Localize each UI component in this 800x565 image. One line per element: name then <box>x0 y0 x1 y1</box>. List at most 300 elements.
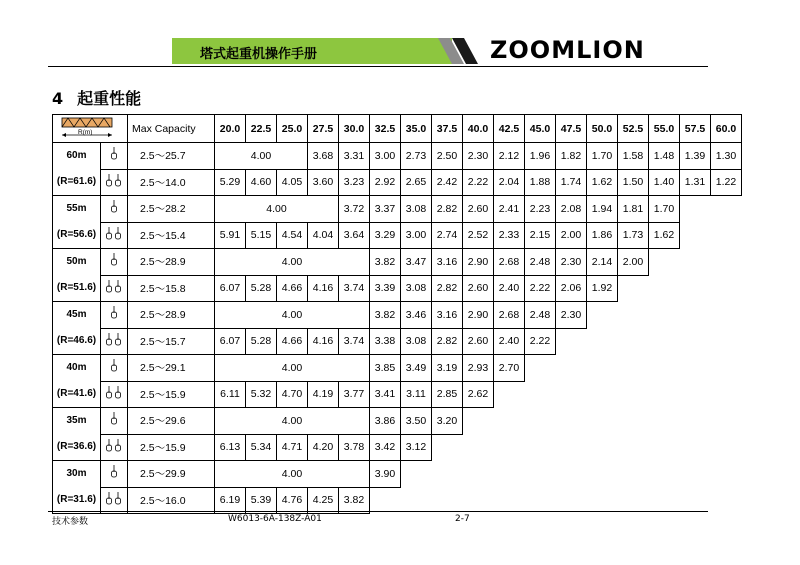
jib-length-cell <box>53 408 101 461</box>
capacity-cell: 2.93 <box>463 355 494 382</box>
empty-cell <box>525 355 556 382</box>
jib-length-cell <box>53 143 101 196</box>
empty-cell <box>494 461 525 488</box>
capacity-cell: 1.81 <box>618 196 649 223</box>
empty-cell <box>680 381 711 408</box>
capacity-cell: 1.30 <box>711 143 742 170</box>
max-capacity-range: 2.5～15.7 <box>128 328 215 355</box>
max-capacity-range: 2.5～28.9 <box>128 249 215 276</box>
capacity-cell: 6.07 <box>215 275 246 302</box>
empty-cell <box>401 461 432 488</box>
capacity-cell: 2.82 <box>432 328 463 355</box>
empty-cell <box>525 381 556 408</box>
capacity-span-cell: 4.00 <box>215 408 370 435</box>
capacity-cell: 1.82 <box>556 143 587 170</box>
radius-header-cell: 60.0 <box>711 115 742 143</box>
capacity-cell: 1.39 <box>680 143 711 170</box>
capacity-cell: 3.86 <box>370 408 401 435</box>
empty-cell <box>649 328 680 355</box>
empty-cell <box>494 408 525 435</box>
capacity-cell: 2.68 <box>494 249 525 276</box>
radius-header-cell: 22.5 <box>246 115 277 143</box>
single-hook-icon <box>101 408 128 435</box>
capacity-cell: 1.94 <box>587 196 618 223</box>
empty-cell <box>556 434 587 461</box>
capacity-cell: 3.50 <box>401 408 432 435</box>
capacity-cell: 4.25 <box>308 487 339 514</box>
capacity-cell: 3.16 <box>432 249 463 276</box>
capacity-cell: 2.85 <box>432 381 463 408</box>
radius-header-cell: 35.0 <box>401 115 432 143</box>
empty-cell <box>711 275 742 302</box>
empty-cell <box>587 408 618 435</box>
empty-cell <box>587 355 618 382</box>
capacity-cell: 2.82 <box>432 275 463 302</box>
capacity-cell: 1.70 <box>587 143 618 170</box>
empty-cell <box>680 249 711 276</box>
empty-cell <box>618 381 649 408</box>
capacity-cell: 2.73 <box>401 143 432 170</box>
table-row <box>53 434 742 461</box>
radius-header-cell: 37.5 <box>432 115 463 143</box>
capacity-cell: 1.40 <box>649 169 680 196</box>
empty-cell <box>649 381 680 408</box>
empty-cell <box>463 487 494 514</box>
capacity-cell: 3.29 <box>370 222 401 249</box>
radius-header-cell: 52.5 <box>618 115 649 143</box>
capacity-span-cell: 4.00 <box>215 143 308 170</box>
jib-length: 55m <box>66 203 87 214</box>
capacity-cell: 3.47 <box>401 249 432 276</box>
capacity-cell: 4.66 <box>277 328 308 355</box>
empty-cell <box>587 328 618 355</box>
capacity-cell: 3.68 <box>308 143 339 170</box>
capacity-cell: 3.08 <box>401 275 432 302</box>
max-capacity-range: 2.5～29.6 <box>128 408 215 435</box>
footer-left: 技术参数 <box>52 517 89 527</box>
capacity-cell: 4.05 <box>277 169 308 196</box>
capacity-cell: 1.74 <box>556 169 587 196</box>
double-hook-icon <box>101 487 128 514</box>
capacity-cell: 4.71 <box>277 434 308 461</box>
capacity-cell: 2.06 <box>556 275 587 302</box>
empty-cell <box>711 249 742 276</box>
empty-cell <box>525 408 556 435</box>
capacity-cell: 1.22 <box>711 169 742 196</box>
capacity-cell: 3.74 <box>339 275 370 302</box>
capacity-cell: 4.76 <box>277 487 308 514</box>
capacity-cell: 4.16 <box>308 328 339 355</box>
jib-diagram-icon <box>54 115 127 139</box>
radius-header-cell: 47.5 <box>556 115 587 143</box>
max-capacity-range: 2.5～28.2 <box>128 196 215 223</box>
capacity-cell: 4.04 <box>308 222 339 249</box>
empty-cell <box>618 328 649 355</box>
empty-cell <box>432 487 463 514</box>
capacity-cell: 1.62 <box>587 169 618 196</box>
jib-length: 30m <box>66 468 87 479</box>
capacity-cell: 2.48 <box>525 249 556 276</box>
capacity-cell: 2.04 <box>494 169 525 196</box>
capacity-cell: 3.41 <box>370 381 401 408</box>
capacity-cell: 3.42 <box>370 434 401 461</box>
jib-radius: (R=46.6) <box>56 335 97 346</box>
capacity-cell: 3.08 <box>401 328 432 355</box>
single-hook-icon <box>101 461 128 488</box>
capacity-cell: 3.00 <box>401 222 432 249</box>
empty-cell <box>463 408 494 435</box>
empty-cell <box>556 355 587 382</box>
table-row <box>53 196 742 223</box>
capacity-cell: 2.41 <box>494 196 525 223</box>
capacity-cell: 2.08 <box>556 196 587 223</box>
table-row <box>53 169 742 196</box>
capacity-cell: 2.30 <box>463 143 494 170</box>
jib-length: 45m <box>66 309 87 320</box>
capacity-cell: 1.31 <box>680 169 711 196</box>
header-rule <box>48 66 708 67</box>
empty-cell <box>649 355 680 382</box>
capacity-cell: 3.82 <box>370 302 401 329</box>
brand-stripes-icon <box>438 38 488 64</box>
boom-diagram-cell <box>53 115 128 143</box>
empty-cell <box>463 461 494 488</box>
empty-cell <box>649 302 680 329</box>
table-row <box>53 222 742 249</box>
capacity-span-cell: 4.00 <box>215 355 370 382</box>
capacity-cell: 2.52 <box>463 222 494 249</box>
empty-cell <box>618 434 649 461</box>
radius-header-cell: 57.5 <box>680 115 711 143</box>
empty-cell <box>711 328 742 355</box>
radius-corner-label: R(m) <box>77 129 92 136</box>
lifting-capacity-table <box>52 114 742 514</box>
empty-cell <box>587 302 618 329</box>
capacity-cell: 5.15 <box>246 222 277 249</box>
capacity-cell: 5.34 <box>246 434 277 461</box>
empty-cell <box>680 196 711 223</box>
capacity-cell: 2.48 <box>525 302 556 329</box>
empty-cell <box>432 461 463 488</box>
empty-cell <box>525 487 556 514</box>
radius-header-cell: 40.0 <box>463 115 494 143</box>
capacity-cell: 2.90 <box>463 249 494 276</box>
max-capacity-header: Max Capacity <box>128 115 215 143</box>
capacity-cell: 6.19 <box>215 487 246 514</box>
capacity-cell: 2.60 <box>463 328 494 355</box>
jib-radius: (R=41.6) <box>56 388 97 399</box>
capacity-cell: 1.58 <box>618 143 649 170</box>
empty-cell <box>649 461 680 488</box>
empty-cell <box>556 381 587 408</box>
capacity-cell: 5.28 <box>246 328 277 355</box>
empty-cell <box>618 355 649 382</box>
jib-length: 40m <box>66 362 87 373</box>
capacity-cell: 2.90 <box>463 302 494 329</box>
capacity-cell: 2.22 <box>525 328 556 355</box>
single-hook-icon <box>101 196 128 223</box>
capacity-cell: 3.12 <box>401 434 432 461</box>
capacity-cell: 3.16 <box>432 302 463 329</box>
capacity-cell: 2.60 <box>463 196 494 223</box>
capacity-cell: 3.77 <box>339 381 370 408</box>
empty-cell <box>649 434 680 461</box>
capacity-cell: 2.50 <box>432 143 463 170</box>
section-heading <box>52 86 155 109</box>
capacity-cell: 2.40 <box>494 328 525 355</box>
jib-radius: (R=61.6) <box>56 176 97 187</box>
capacity-cell: 3.85 <box>370 355 401 382</box>
capacity-cell: 3.08 <box>401 196 432 223</box>
empty-cell <box>680 328 711 355</box>
capacity-cell: 4.70 <box>277 381 308 408</box>
capacity-cell: 1.96 <box>525 143 556 170</box>
double-hook-icon <box>101 275 128 302</box>
capacity-cell: 5.29 <box>215 169 246 196</box>
empty-cell <box>680 355 711 382</box>
capacity-cell: 3.90 <box>370 461 401 488</box>
empty-cell <box>525 461 556 488</box>
section-number: 4 <box>52 89 64 108</box>
max-capacity-range: 2.5～15.9 <box>128 434 215 461</box>
capacity-cell: 1.92 <box>587 275 618 302</box>
empty-cell <box>680 461 711 488</box>
capacity-cell: 2.22 <box>525 275 556 302</box>
jib-length-cell <box>53 302 101 355</box>
empty-cell <box>711 408 742 435</box>
double-hook-icon <box>101 381 128 408</box>
jib-length-cell <box>53 196 101 249</box>
max-capacity-range: 2.5～15.8 <box>128 275 215 302</box>
max-capacity-range: 2.5～28.9 <box>128 302 215 329</box>
page-header <box>0 0 800 70</box>
capacity-cell: 2.00 <box>618 249 649 276</box>
empty-cell <box>525 434 556 461</box>
capacity-cell: 4.16 <box>308 275 339 302</box>
capacity-cell: 3.37 <box>370 196 401 223</box>
empty-cell <box>680 222 711 249</box>
max-capacity-range: 2.5～29.9 <box>128 461 215 488</box>
capacity-cell: 1.48 <box>649 143 680 170</box>
footer-doc-number: W6013-6A-138Z-A01 <box>228 514 322 524</box>
capacity-cell: 3.11 <box>401 381 432 408</box>
capacity-cell: 3.72 <box>339 196 370 223</box>
empty-cell <box>711 222 742 249</box>
capacity-cell: 1.70 <box>649 196 680 223</box>
empty-cell <box>587 461 618 488</box>
capacity-cell: 3.00 <box>370 143 401 170</box>
manual-title: 塔式起重机操作手册 <box>200 47 318 62</box>
capacity-cell: 3.82 <box>370 249 401 276</box>
table-row <box>53 143 742 170</box>
jib-radius: (R=51.6) <box>56 282 97 293</box>
jib-length: 60m <box>66 150 87 161</box>
capacity-cell: 2.22 <box>463 169 494 196</box>
capacity-cell: 5.91 <box>215 222 246 249</box>
capacity-cell: 2.00 <box>556 222 587 249</box>
empty-cell <box>618 461 649 488</box>
capacity-cell: 4.66 <box>277 275 308 302</box>
empty-cell <box>680 275 711 302</box>
capacity-cell: 3.46 <box>401 302 432 329</box>
jib-length: 35m <box>66 415 87 426</box>
table-row <box>53 381 742 408</box>
capacity-cell: 6.07 <box>215 328 246 355</box>
jib-length: 50m <box>66 256 87 267</box>
jib-radius: (R=36.6) <box>56 441 97 452</box>
empty-cell <box>711 196 742 223</box>
table-header-row <box>53 115 742 143</box>
empty-cell <box>432 434 463 461</box>
empty-cell <box>618 487 649 514</box>
empty-cell <box>649 408 680 435</box>
empty-cell <box>711 461 742 488</box>
capacity-cell: 2.42 <box>432 169 463 196</box>
jib-radius: (R=56.6) <box>56 229 97 240</box>
empty-cell <box>680 302 711 329</box>
capacity-cell: 2.82 <box>432 196 463 223</box>
empty-cell <box>556 487 587 514</box>
capacity-span-cell: 4.00 <box>215 302 370 329</box>
capacity-cell: 3.64 <box>339 222 370 249</box>
empty-cell <box>680 434 711 461</box>
empty-cell <box>556 408 587 435</box>
capacity-cell: 1.50 <box>618 169 649 196</box>
capacity-cell: 3.78 <box>339 434 370 461</box>
empty-cell <box>587 487 618 514</box>
capacity-cell: 4.60 <box>246 169 277 196</box>
empty-cell <box>556 461 587 488</box>
empty-cell <box>649 249 680 276</box>
capacity-cell: 2.14 <box>587 249 618 276</box>
jib-length-cell <box>53 249 101 302</box>
capacity-cell: 2.68 <box>494 302 525 329</box>
capacity-cell: 2.62 <box>463 381 494 408</box>
double-hook-icon <box>101 328 128 355</box>
capacity-cell: 2.74 <box>432 222 463 249</box>
capacity-cell: 1.88 <box>525 169 556 196</box>
max-capacity-range: 2.5～15.4 <box>128 222 215 249</box>
max-capacity-range: 2.5～29.1 <box>128 355 215 382</box>
max-capacity-range: 2.5～14.0 <box>128 169 215 196</box>
capacity-cell: 2.65 <box>401 169 432 196</box>
capacity-cell: 3.23 <box>339 169 370 196</box>
jib-length-cell <box>53 461 101 514</box>
empty-cell <box>587 381 618 408</box>
footer-page-number: 2-7 <box>455 514 470 524</box>
table-row <box>53 487 742 514</box>
capacity-cell: 2.23 <box>525 196 556 223</box>
capacity-cell: 6.11 <box>215 381 246 408</box>
table-row <box>53 275 742 302</box>
max-capacity-range: 2.5～16.0 <box>128 487 215 514</box>
empty-cell <box>680 487 711 514</box>
double-hook-icon <box>101 434 128 461</box>
empty-cell <box>401 487 432 514</box>
capacity-cell: 3.74 <box>339 328 370 355</box>
max-capacity-range: 2.5～15.9 <box>128 381 215 408</box>
capacity-cell: 3.31 <box>339 143 370 170</box>
radius-header-cell: 30.0 <box>339 115 370 143</box>
table-row <box>53 355 742 382</box>
radius-header-cell: 20.0 <box>215 115 246 143</box>
empty-cell <box>711 355 742 382</box>
capacity-cell: 1.62 <box>649 222 680 249</box>
single-hook-icon <box>101 355 128 382</box>
empty-cell <box>680 408 711 435</box>
single-hook-icon <box>101 143 128 170</box>
empty-cell <box>618 408 649 435</box>
radius-header-cell: 55.0 <box>649 115 680 143</box>
table-row <box>53 302 742 329</box>
capacity-cell: 3.19 <box>432 355 463 382</box>
capacity-cell: 2.12 <box>494 143 525 170</box>
double-hook-icon <box>101 169 128 196</box>
footer-rule <box>48 511 708 512</box>
empty-cell <box>587 434 618 461</box>
empty-cell <box>711 434 742 461</box>
section-title: 起重性能 <box>77 89 142 108</box>
radius-header-cell: 32.5 <box>370 115 401 143</box>
capacity-cell: 4.54 <box>277 222 308 249</box>
empty-cell <box>711 381 742 408</box>
capacity-cell: 3.39 <box>370 275 401 302</box>
capacity-cell: 5.39 <box>246 487 277 514</box>
empty-cell <box>649 275 680 302</box>
capacity-cell: 4.20 <box>308 434 339 461</box>
empty-cell <box>618 302 649 329</box>
capacity-cell: 5.32 <box>246 381 277 408</box>
empty-cell <box>711 487 742 514</box>
capacity-cell: 3.82 <box>339 487 370 514</box>
radius-header-cell: 25.0 <box>277 115 308 143</box>
capacity-cell: 3.49 <box>401 355 432 382</box>
capacity-cell: 6.13 <box>215 434 246 461</box>
capacity-cell: 2.40 <box>494 275 525 302</box>
capacity-cell: 1.73 <box>618 222 649 249</box>
empty-cell <box>494 434 525 461</box>
capacity-cell: 2.15 <box>525 222 556 249</box>
jib-length-cell <box>53 355 101 408</box>
capacity-cell: 3.20 <box>432 408 463 435</box>
empty-cell <box>618 275 649 302</box>
single-hook-icon <box>101 249 128 276</box>
empty-cell <box>494 381 525 408</box>
empty-cell <box>370 487 401 514</box>
table-row <box>53 408 742 435</box>
capacity-cell: 2.33 <box>494 222 525 249</box>
table-row <box>53 328 742 355</box>
double-hook-icon <box>101 222 128 249</box>
capacity-span-cell: 4.00 <box>215 461 370 488</box>
capacity-cell: 5.28 <box>246 275 277 302</box>
capacity-cell: 3.38 <box>370 328 401 355</box>
jib-radius: (R=31.6) <box>56 494 97 505</box>
capacity-cell: 4.19 <box>308 381 339 408</box>
capacity-cell: 1.86 <box>587 222 618 249</box>
capacity-cell: 2.30 <box>556 302 587 329</box>
max-capacity-range: 2.5～25.7 <box>128 143 215 170</box>
empty-cell <box>711 302 742 329</box>
single-hook-icon <box>101 302 128 329</box>
radius-header-cell: 50.0 <box>587 115 618 143</box>
empty-cell <box>556 328 587 355</box>
capacity-cell: 2.60 <box>463 275 494 302</box>
capacity-span-cell: 4.00 <box>215 249 370 276</box>
radius-header-cell: 45.0 <box>525 115 556 143</box>
empty-cell <box>494 487 525 514</box>
table-row <box>53 461 742 488</box>
